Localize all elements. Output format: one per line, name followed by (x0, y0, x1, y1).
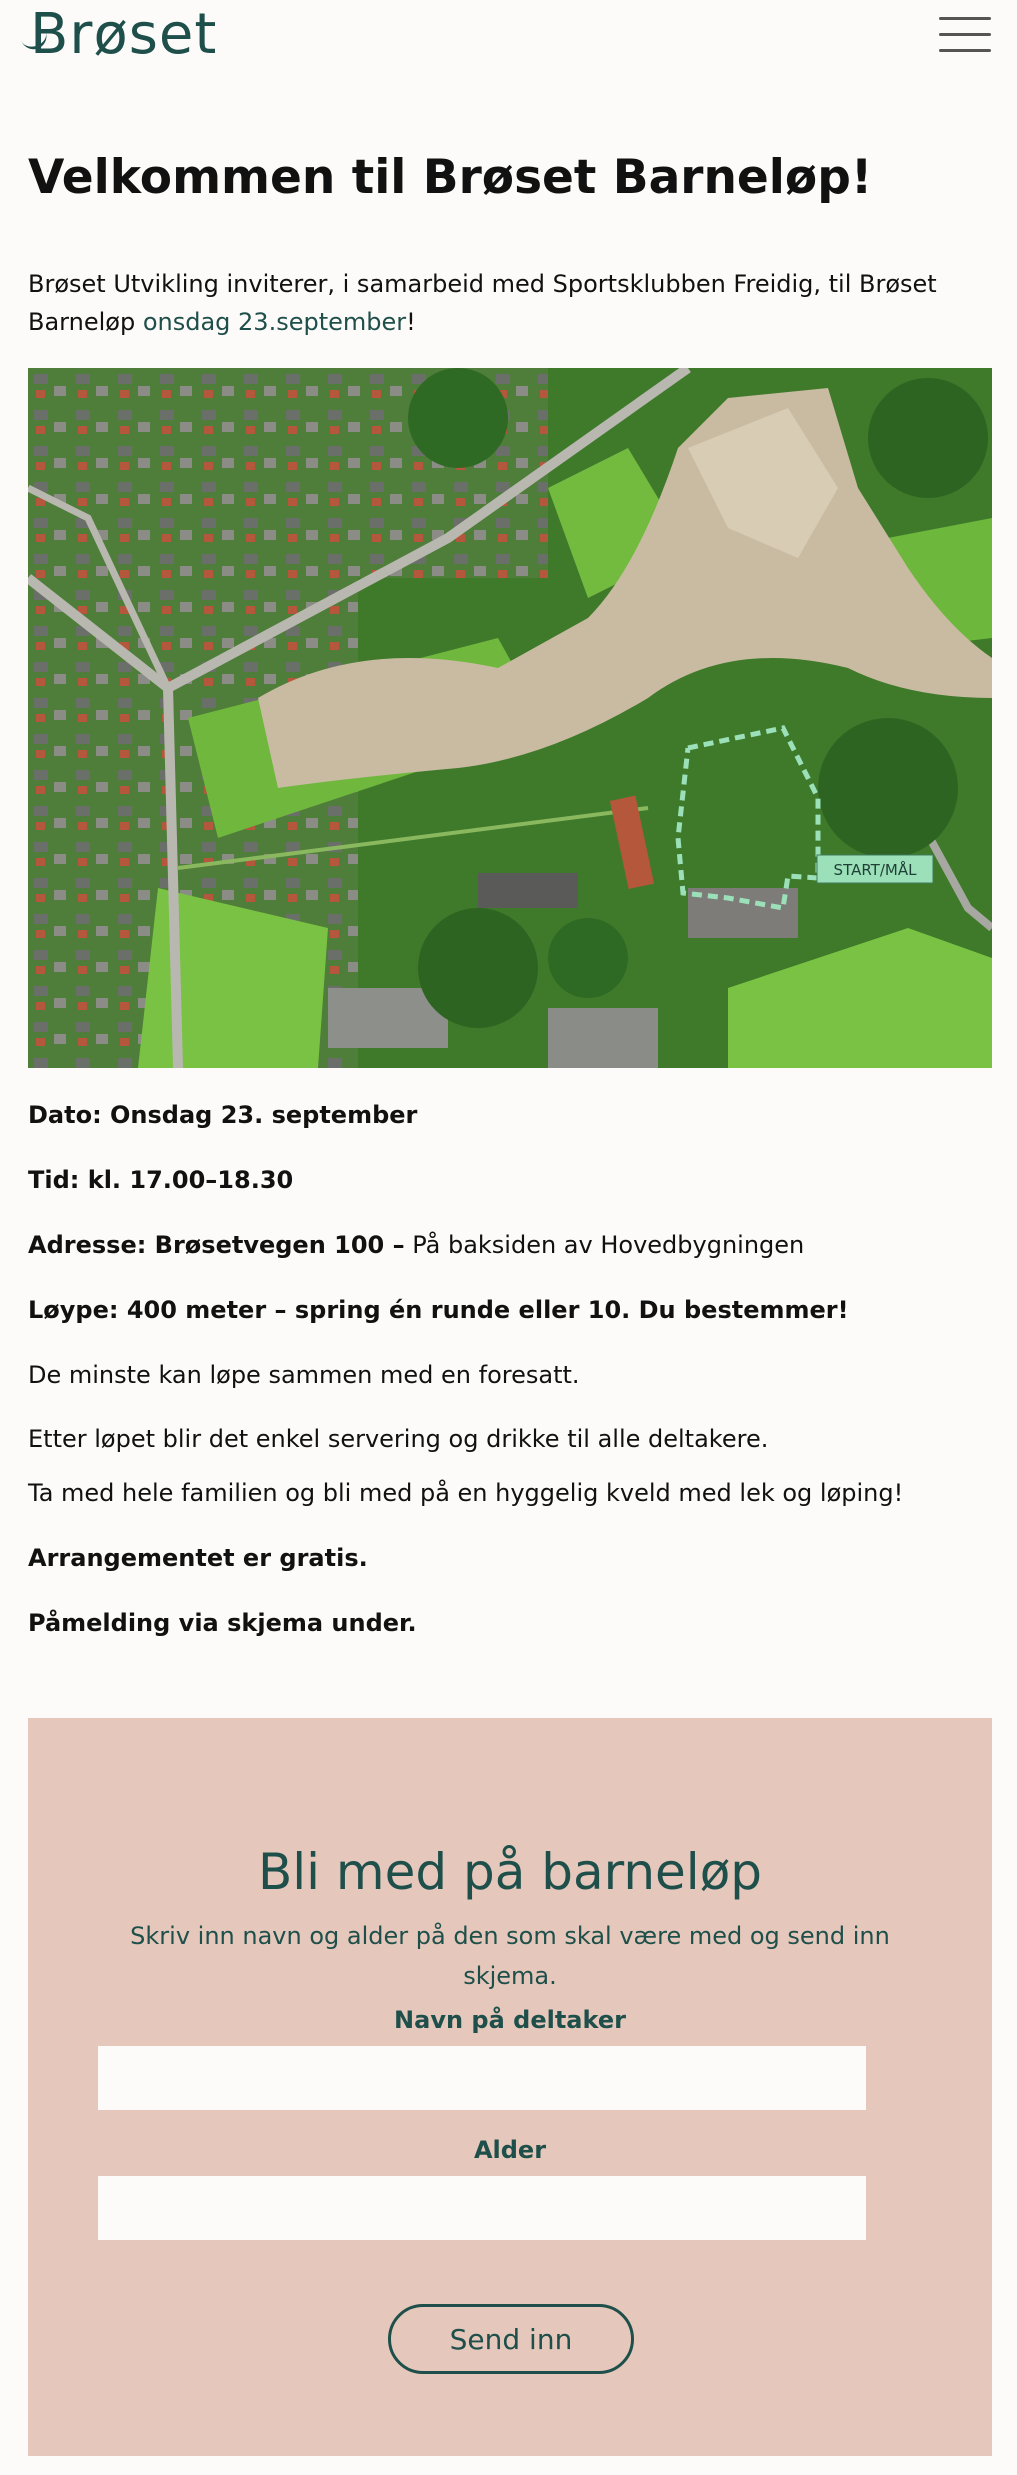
name-label: Navn på deltaker (394, 2006, 626, 2034)
free-info: Arrangementet er gratis. (28, 1544, 368, 1572)
little-ones-info: De minste kan løpe sammen med en foresatt. (28, 1361, 580, 1389)
address-bold: Adresse: Brøsetvegen 100 – (28, 1231, 405, 1259)
age-label: Alder (473, 2136, 547, 2164)
form-subtitle: Skriv inn navn og alder på den som skal være med og send inn skjema. (130, 1922, 890, 1990)
time-info: Tid: kl. 17.00–18.30 (28, 1166, 294, 1194)
course-info: Løype: 400 meter – spring én runde eller 10. Du bestemmer! (28, 1296, 849, 1324)
address-rest: På baksiden av Hovedbygningen (404, 1231, 805, 1259)
name-input[interactable] (98, 2046, 866, 2110)
family-info: Ta med hele familien og bli med på en hyggelig kveld med lek og løping! (28, 1479, 904, 1507)
form-title: Bli med på barneløp (257, 1843, 763, 1901)
aerial-map-image (28, 368, 992, 1068)
submit-button[interactable]: Send inn (388, 2304, 634, 2374)
serving-info: Etter løpet blir det enkel servering og drikke til alle deltakere. (28, 1425, 769, 1453)
intro-end: ! (406, 308, 416, 336)
intro-paragraph (28, 265, 988, 341)
logo-text: Brøset (30, 2, 218, 67)
address-info (28, 1230, 804, 1260)
signup-form (28, 1718, 992, 2456)
page-title: Velkommen til Brøset Barneløp! (28, 150, 873, 205)
date-link[interactable]: onsdag 23.september (142, 308, 407, 336)
hamburger-menu-icon[interactable] (939, 17, 991, 57)
age-input[interactable] (98, 2176, 866, 2240)
brand-logo[interactable] (30, 2, 217, 67)
site-header (0, 0, 1017, 70)
date-info: Dato: Onsdag 23. september (28, 1101, 418, 1129)
start-finish-label: START/MÅL (833, 861, 917, 879)
aerial-map (28, 368, 992, 1068)
intro-text: Brøset Utvikling inviterer, i samarbeid med Sportsklubben Freidig, til Brøset Barneløp (28, 270, 937, 336)
signup-info: Påmelding via skjema under. (28, 1609, 417, 1637)
